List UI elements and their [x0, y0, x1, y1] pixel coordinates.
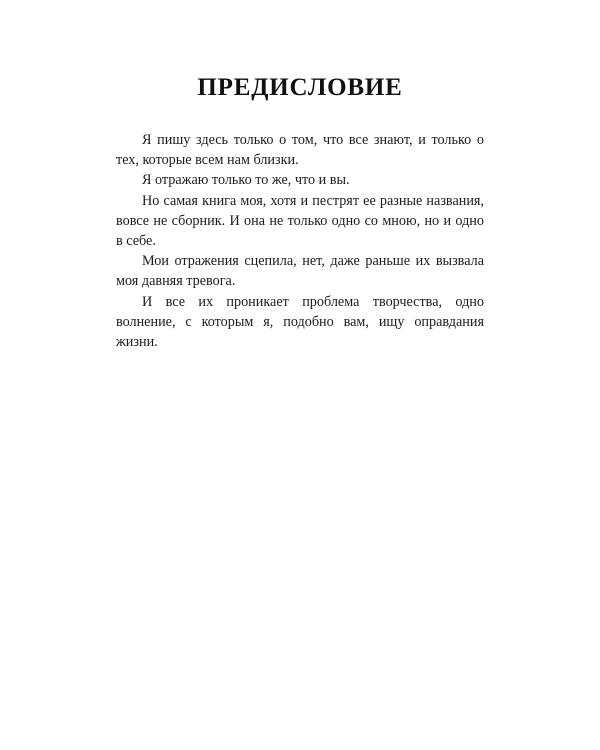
paragraph: Я отражаю только то же, что и вы. [142, 172, 350, 189]
paragraph: Мои отражения сцепила, нет, даже раньше их вызвала моя давняя тревога. [116, 253, 484, 290]
paragraph: Я пишу здесь только о том, что все знают, и только о тех, которые всем нам близки. [116, 132, 484, 169]
paragraph: И все их проникает проблема творчества, одно волнение, с которым я, подобно вам, ищу оправдания жизни. [116, 293, 484, 351]
paragraph: Но самая книга моя, хотя и пестрят ее разные названия, вовсе не сборник. И она не только одно со мною, но и одно в себе. [116, 192, 484, 250]
page-content [116, 74, 484, 352]
body-text [116, 130, 484, 352]
page-title: ПРЕДИСЛОВИЕ [197, 74, 403, 101]
